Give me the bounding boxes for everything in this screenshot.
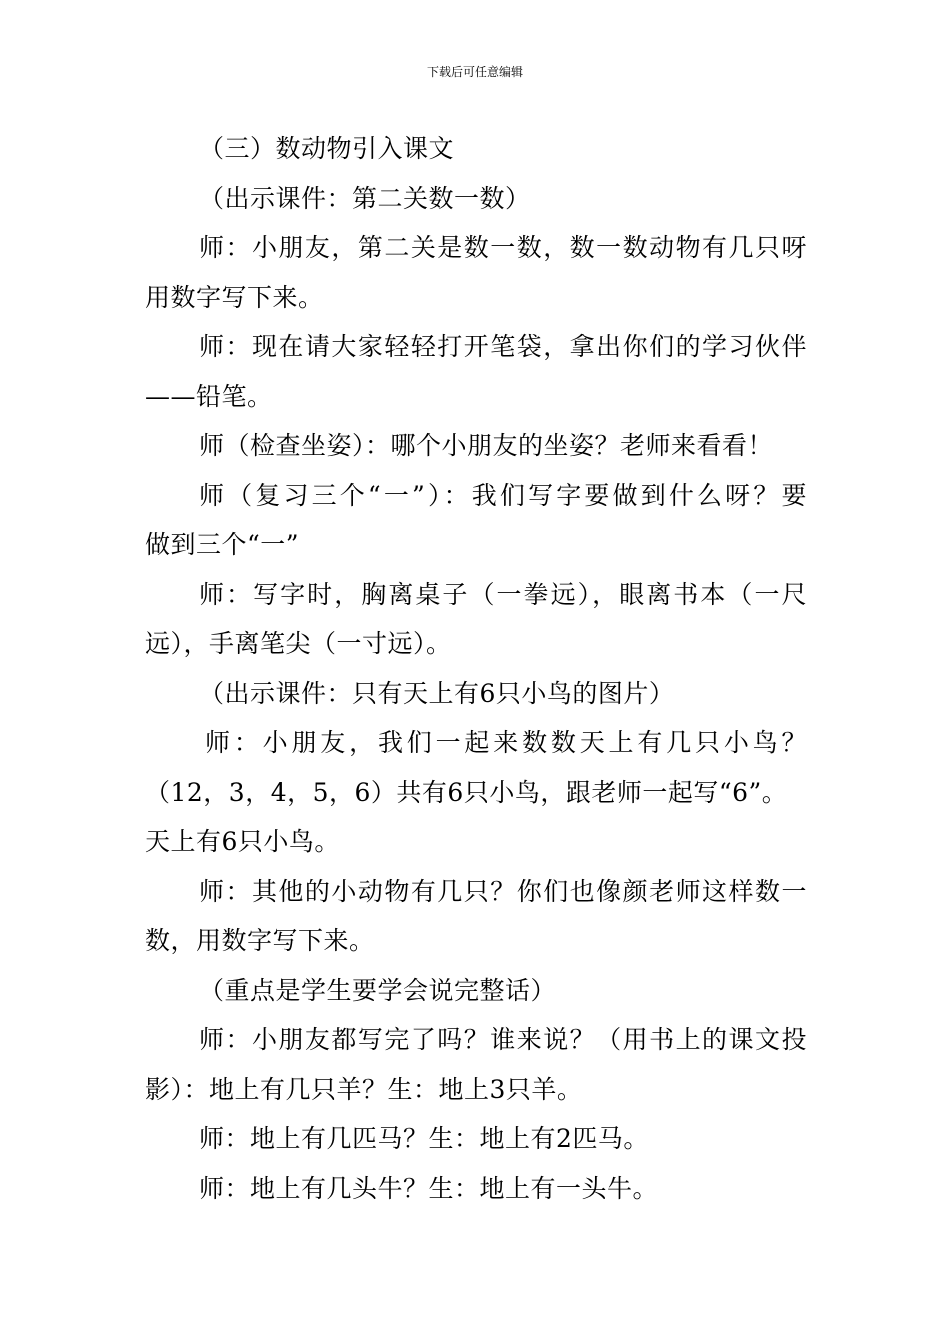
- paragraph-line: 师：现在请大家轻轻打开笔袋，拿出你们的学习伙伴: [199, 332, 807, 361]
- paragraph-line: 做到三个“一”: [145, 530, 300, 559]
- paragraph-line: 天上有6只小鸟。: [145, 827, 340, 856]
- paragraph-line: 用数字写下来。: [145, 282, 324, 312]
- paragraph-line: 师（复习三个“一”）：我们写字要做到什么呀？要: [199, 480, 807, 510]
- paragraph-line: 师（检查坐姿）：哪个小朋友的坐姿？老师来看看！: [199, 431, 774, 460]
- paragraph-line: （12，3，4，5，6）共有6只小鸟，跟老师一起写“6”。: [145, 777, 788, 807]
- paragraph-line: 师：其他的小动物有几只？你们也像颜老师这样数一: [199, 876, 807, 906]
- paragraph-line: （重点是学生要学会说完整话）: [199, 975, 557, 1005]
- paragraph-line: 影）：地上有几只羊？生：地上3只羊。: [145, 1074, 583, 1104]
- paragraph-line: 师：地上有几匹马？生：地上有2匹马。: [199, 1124, 649, 1153]
- paragraph-line: ——铅笔。: [145, 381, 273, 411]
- paragraph-line: 师：小朋友，我们一起来数数天上有几只小鸟？: [205, 728, 807, 757]
- paragraph-line: 数，用数字写下来。: [145, 926, 375, 955]
- paragraph-line: （出示课件：第二关数一数）: [199, 183, 531, 213]
- paragraph-line: 师：写字时，胸离桌子（一拳远），眼离书本（一尺: [199, 579, 807, 609]
- paragraph-line: 师：地上有几头牛？生：地上有一头牛。: [199, 1173, 659, 1203]
- paragraph-line: （出示课件：只有天上有6只小鸟的图片）: [199, 678, 675, 708]
- section-heading: （三）数动物引入课文: [199, 134, 455, 163]
- paragraph-line: 师：小朋友，第二关是数一数，数一数动物有几只呀: [199, 233, 807, 262]
- paragraph-line: 远），手离笔尖（一寸远）。: [145, 629, 452, 658]
- document-body: [145, 124, 807, 1213]
- paragraph-line: 师：小朋友都写完了吗？谁来说？（用书上的课文投: [199, 1025, 807, 1054]
- page-header: 下载后可任意编辑: [426, 65, 523, 79]
